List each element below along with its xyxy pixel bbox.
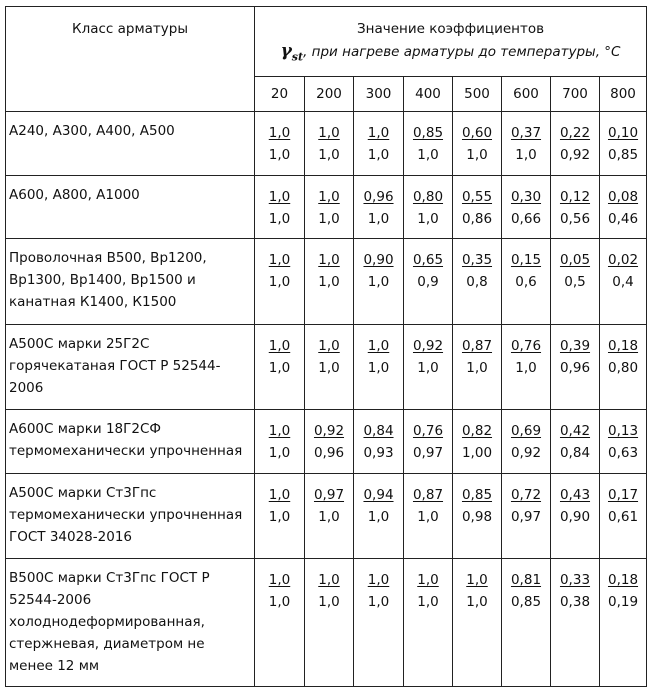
coefficient-bottom-value: 0,86: [461, 211, 493, 227]
coefficient-cell: [255, 474, 305, 559]
coefficient-cell: [404, 410, 453, 474]
coefficient-bottom-value: 1,0: [268, 274, 291, 290]
table-row: [6, 176, 647, 239]
coefficient-cell: [404, 325, 453, 410]
coefficient-bottom-value: 0,19: [607, 594, 639, 610]
rebar-class-cell: [6, 410, 255, 474]
coefficient-top-value: 0,30: [510, 189, 542, 205]
coefficient-top-value: 0,85: [461, 487, 493, 503]
coefficient-bottom-value: 0,56: [559, 211, 591, 227]
table-row: [6, 474, 647, 559]
rebar-class-cell: [6, 474, 255, 559]
coefficient-bottom-value: 1,0: [367, 211, 390, 227]
coefficient-top-value: 0,55: [461, 189, 493, 205]
coefficient-cell: [502, 325, 551, 410]
coefficient-bottom-value: 1,0: [417, 594, 439, 610]
coefficient-top-value: 0,05: [559, 252, 591, 268]
coefficient-bottom-value: 0,38: [559, 594, 591, 610]
coefficients-table: [5, 6, 647, 687]
coefficient-cell: [502, 176, 551, 239]
coefficient-cell: [255, 325, 305, 410]
rebar-class-line: А500С марки 25Г2С: [9, 336, 150, 352]
coefficient-cell: [453, 559, 502, 687]
coefficient-cell: [551, 410, 600, 474]
rebar-class-line: А240, А300, А400, А500: [9, 123, 175, 139]
coefficient-top-value: 0,84: [363, 423, 394, 439]
coefficient-top-value: 0,69: [510, 423, 542, 439]
temperature-header-800: 800: [600, 77, 647, 112]
coefficient-cell: [502, 112, 551, 176]
coefficient-top-value: 1,0: [268, 487, 291, 503]
coefficient-cell: [305, 239, 354, 325]
coefficient-bottom-value: 0,96: [313, 445, 345, 461]
coefficient-bottom-value: 1,0: [318, 509, 340, 525]
coefficient-bottom-value: 1,0: [367, 147, 390, 163]
coefficient-bottom-value: 1,0: [417, 360, 439, 376]
coefficient-bottom-value: 1,0: [466, 360, 488, 376]
coefficient-cell: [305, 325, 354, 410]
coefficient-cell: [502, 239, 551, 325]
coefficient-bottom-value: 1,0: [367, 594, 390, 610]
header-row: [6, 7, 647, 77]
coefficient-top-value: 1,0: [318, 125, 340, 141]
rebar-class-line: термомеханически упрочненная: [9, 443, 243, 459]
coefficient-cell: [404, 474, 453, 559]
header-class-cell: [6, 7, 255, 112]
coefficient-cell: [502, 559, 551, 687]
coefficient-bottom-value: 0,61: [607, 509, 639, 525]
rebar-class-cell: [6, 325, 255, 410]
coefficient-top-value: 0,82: [461, 423, 493, 439]
coefficient-cell: [453, 112, 502, 176]
coefficient-top-value: 0,33: [559, 572, 591, 588]
rebar-class-line: ГОСТ 34028-2016: [9, 529, 132, 545]
coefficient-top-value: 0,18: [607, 338, 639, 354]
rebar-class-cell: [6, 176, 255, 239]
temperature-header-700: 700: [551, 77, 600, 112]
rebar-class-line: А500С марки Ст3Гпс: [9, 485, 157, 501]
coefficient-bottom-value: 1,0: [268, 147, 291, 163]
rebar-class-line: Вр1300, Вр1400, Вр1500 и: [9, 272, 196, 288]
coefficient-bottom-value: 1,0: [367, 274, 390, 290]
coefficient-top-value: 1,0: [318, 252, 340, 268]
coefficient-top-value: 0,22: [559, 125, 591, 141]
coefficient-cell: [255, 410, 305, 474]
coefficient-top-value: 1,0: [268, 252, 291, 268]
rebar-class-line: канатная К1400, К1500: [9, 294, 177, 310]
coefficient-top-value: 0,08: [607, 189, 639, 205]
coefficient-cell: [551, 176, 600, 239]
coefficient-cell: [502, 410, 551, 474]
coefficient-cell: [551, 559, 600, 687]
coefficient-bottom-value: 1,0: [417, 509, 439, 525]
coefficient-top-value: 0,92: [313, 423, 345, 439]
coefficient-cell: [404, 559, 453, 687]
coefficient-bottom-value: 0,5: [564, 274, 586, 290]
coefficient-cell: [305, 112, 354, 176]
coefficient-bottom-value: 0,8: [466, 274, 488, 290]
coefficient-bottom-value: 0,80: [607, 360, 639, 376]
coefficient-bottom-value: 1,0: [466, 147, 488, 163]
rebar-class-line: термомеханически упрочненная: [9, 507, 243, 523]
coefficient-top-value: 1,0: [318, 338, 340, 354]
rebar-class-line: В500С марки Ст3Гпс ГОСТ Р: [9, 570, 210, 586]
coefficient-top-value: 0,90: [363, 252, 394, 268]
rebar-class-line: стержневая, диаметром не: [9, 636, 205, 652]
coefficient-cell: [453, 239, 502, 325]
coefficient-top-value: 1,0: [268, 189, 291, 205]
rebar-class-line: 52544-2006: [9, 592, 92, 608]
header-class-label: Класс арматуры: [71, 21, 188, 37]
gamma-symbol: $\gamma_{st}$: [280, 41, 304, 64]
coefficient-cell: [255, 559, 305, 687]
coefficient-cell: [354, 176, 404, 239]
coefficient-bottom-value: 0,96: [559, 360, 591, 376]
coefficient-cell: [354, 112, 404, 176]
coefficient-bottom-value: 1,0: [515, 360, 537, 376]
coefficient-top-value: 1,0: [417, 572, 439, 588]
coefficient-cell: [600, 325, 647, 410]
coefficient-cell: [255, 176, 305, 239]
coefficient-top-value: 0,35: [461, 252, 493, 268]
coefficient-cell: [305, 474, 354, 559]
coefficient-bottom-value: 0,9: [417, 274, 439, 290]
coefficient-cell: [354, 325, 404, 410]
coefficient-cell: [600, 112, 647, 176]
coefficient-top-value: 1,0: [466, 572, 488, 588]
coefficient-top-value: 0,39: [559, 338, 591, 354]
coefficient-top-value: 0,76: [412, 423, 444, 439]
coefficient-top-value: 1,0: [268, 423, 291, 439]
coefficient-cell: [404, 176, 453, 239]
coefficient-bottom-value: 1,0: [367, 360, 390, 376]
table-row: [6, 410, 647, 474]
header-value-cell: [255, 7, 647, 77]
coefficient-cell: [354, 474, 404, 559]
coefficient-cell: [354, 559, 404, 687]
coefficient-cell: [502, 474, 551, 559]
coefficient-cell: [453, 474, 502, 559]
coefficient-cell: [255, 239, 305, 325]
temperature-header-400: 400: [404, 77, 453, 112]
coefficient-bottom-value: 1,0: [268, 360, 291, 376]
coefficient-bottom-value: 0,84: [559, 445, 591, 461]
coefficient-cell: [551, 112, 600, 176]
table-row: [6, 112, 647, 176]
rebar-class-cell: [6, 239, 255, 325]
coefficient-bottom-value: 1,0: [417, 147, 439, 163]
rebar-class-line: А600С марки 18Г2СФ: [9, 421, 162, 437]
coefficient-cell: [354, 410, 404, 474]
coefficient-cell: [404, 112, 453, 176]
coefficient-top-value: 0,72: [510, 487, 542, 503]
coefficient-top-value: 1,0: [268, 125, 291, 141]
header-value-subtitle-line: [255, 40, 646, 68]
coefficient-bottom-value: 0,97: [412, 445, 444, 461]
table-row: [6, 325, 647, 410]
coefficient-cell: [600, 559, 647, 687]
coefficient-top-value: 0,87: [412, 487, 444, 503]
coefficient-top-value: 0,92: [412, 338, 444, 354]
temperature-header-300: 300: [354, 77, 404, 112]
coefficient-cell: [600, 176, 647, 239]
coefficient-cell: [600, 239, 647, 325]
coefficient-bottom-value: 1,0: [417, 211, 439, 227]
coefficient-top-value: 0,97: [313, 487, 345, 503]
coefficient-top-value: 0,85: [412, 125, 444, 141]
coefficient-cell: [404, 239, 453, 325]
header-value-subtitle: , при нагреве арматуры до температуры, °С: [303, 44, 621, 60]
header-value-title: Значение коэффициентов: [356, 21, 545, 37]
temperature-header-200: 200: [305, 77, 354, 112]
coefficient-top-value: 0,96: [363, 189, 394, 205]
coefficient-bottom-value: 0,90: [559, 509, 591, 525]
coefficient-bottom-value: 1,0: [466, 594, 488, 610]
coefficient-cell: [453, 176, 502, 239]
coefficient-top-value: 0,65: [412, 252, 444, 268]
coefficient-cell: [600, 474, 647, 559]
coefficient-cell: [600, 410, 647, 474]
rebar-class-line: менее 12 мм: [9, 658, 100, 674]
coefficient-cell: [453, 325, 502, 410]
coefficient-top-value: 0,12: [559, 189, 591, 205]
coefficient-top-value: 1,0: [367, 125, 390, 141]
coefficient-cell: [305, 410, 354, 474]
coefficient-cell: [305, 559, 354, 687]
coefficient-top-value: 0,37: [510, 125, 542, 141]
coefficient-bottom-value: 0,85: [510, 594, 542, 610]
rebar-class-line: А600, А800, А1000: [9, 187, 140, 203]
coefficient-top-value: 0,94: [363, 487, 394, 503]
coefficient-bottom-value: 1,0: [268, 509, 291, 525]
coefficient-top-value: 0,43: [559, 487, 591, 503]
rebar-class-line: горячекатаная ГОСТ Р 52544-: [9, 358, 221, 374]
coefficient-bottom-value: 1,0: [318, 211, 340, 227]
rebar-class-line: 2006: [9, 380, 44, 396]
coefficient-bottom-value: 1,0: [318, 594, 340, 610]
coefficient-bottom-value: 0,6: [515, 274, 537, 290]
coefficient-top-value: 1,0: [268, 572, 291, 588]
rebar-class-line: Проволочная В500, Вр1200,: [9, 250, 207, 266]
coefficient-top-value: 0,42: [559, 423, 591, 439]
table-row: [6, 239, 647, 325]
coefficient-bottom-value: 1,0: [268, 211, 291, 227]
coefficient-top-value: 1,0: [268, 338, 291, 354]
coefficient-bottom-value: 0,92: [510, 445, 542, 461]
coefficient-bottom-value: 1,0: [318, 274, 340, 290]
coefficient-bottom-value: 0,98: [461, 509, 493, 525]
coefficient-top-value: 0,60: [461, 125, 493, 141]
coefficient-bottom-value: 0,92: [559, 147, 591, 163]
rebar-class-cell: [6, 112, 255, 176]
coefficient-cell: [551, 239, 600, 325]
temperature-header-500: 500: [453, 77, 502, 112]
coefficient-bottom-value: 0,85: [607, 147, 639, 163]
coefficient-top-value: 1,0: [367, 572, 390, 588]
coefficient-bottom-value: 0,46: [607, 211, 639, 227]
coefficient-bottom-value: 1,0: [318, 360, 340, 376]
coefficient-cell: [551, 474, 600, 559]
coefficient-cell: [305, 176, 354, 239]
table-row: [6, 559, 647, 687]
coefficient-top-value: 0,13: [607, 423, 639, 439]
coefficient-top-value: 0,17: [607, 487, 639, 503]
coefficient-top-value: 1,0: [318, 189, 340, 205]
temperature-header-600: 600: [502, 77, 551, 112]
rebar-class-line: холоднодеформированная,: [9, 614, 205, 630]
coefficient-bottom-value: 1,0: [318, 147, 340, 163]
coefficient-top-value: 0,87: [461, 338, 493, 354]
coefficient-cell: [354, 239, 404, 325]
coefficient-top-value: 1,0: [318, 572, 340, 588]
coefficient-top-value: 0,80: [412, 189, 444, 205]
coefficient-cell: [551, 325, 600, 410]
coefficient-cell: [453, 410, 502, 474]
coefficient-bottom-value: 1,0: [268, 445, 291, 461]
coefficient-bottom-value: 0,93: [363, 445, 394, 461]
rebar-class-cell: [6, 559, 255, 687]
coefficient-bottom-value: 0,66: [510, 211, 542, 227]
coefficient-top-value: 0,15: [510, 252, 542, 268]
coefficient-bottom-value: 0,63: [607, 445, 639, 461]
coefficient-top-value: 0,02: [607, 252, 639, 268]
coefficient-top-value: 0,10: [607, 125, 639, 141]
coefficient-bottom-value: 1,00: [461, 445, 493, 461]
coefficient-bottom-value: 0,4: [612, 274, 634, 290]
coefficient-bottom-value: 1,0: [367, 509, 390, 525]
coefficient-top-value: 0,81: [510, 572, 542, 588]
temperature-header-20: 20: [255, 77, 305, 112]
coefficient-bottom-value: 1,0: [515, 147, 537, 163]
coefficient-top-value: 0,18: [607, 572, 639, 588]
coefficient-cell: [255, 112, 305, 176]
coefficient-bottom-value: 1,0: [268, 594, 291, 610]
coefficient-top-value: 1,0: [367, 338, 390, 354]
coefficient-bottom-value: 0,97: [510, 509, 542, 525]
coefficient-top-value: 0,76: [510, 338, 542, 354]
